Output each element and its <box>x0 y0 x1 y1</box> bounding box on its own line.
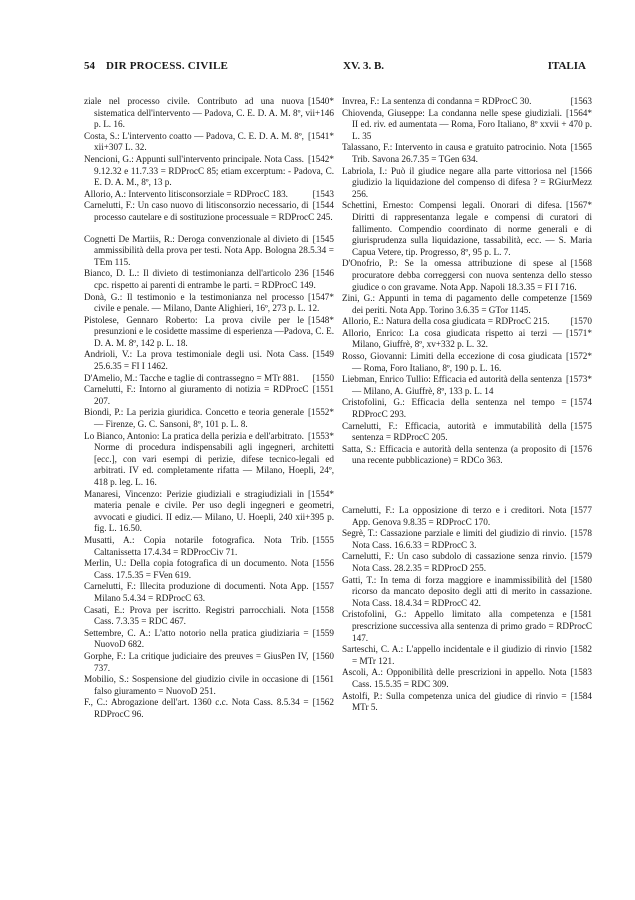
bibliography-entry <box>84 581 334 604</box>
entry-number: [1562 <box>312 697 334 708</box>
entry-text: Donà, G.: Il testimonio e la testimonianza nel processo civile e penale. — Milano, Dante Alighieri, 16º, 273 p. L. 12. <box>84 291 320 314</box>
entry-number: [1542* <box>307 153 334 164</box>
entry-number: [1544 <box>312 200 334 211</box>
entry-number: [1582 <box>570 644 592 655</box>
entry-text: Carnelutti, F.: Illecita produzione di documenti. Nota App. Milano 5.4.34 = RDProcC 63. <box>84 581 309 603</box>
entry-number: [1583 <box>570 667 592 678</box>
entry-number: [1552* <box>307 407 334 418</box>
entry-text: Astolfi, P.: Sulla competenza unica del giudice di rinvio = MTr 5. <box>342 690 567 713</box>
bibliography-entry <box>84 234 334 269</box>
entry-text: Zini, G.: Appunti in tema di pagamento delle competenze dei periti. Nota App. Torino 3.6.35 = GTor 1145. <box>342 293 567 315</box>
entry-number: [1545 <box>312 233 334 244</box>
entry-text: Carnelutti, F.: Un caso nuovo di litisconsorzio necessario, di processo cautelare e di sostituzione processuale = RDProcC 245. <box>84 200 333 222</box>
entry-number: [1550 <box>312 372 334 383</box>
entry-text: Satta, S.: Efficacia e autorità della sentenza (a proposito di una recente pubblicazione) = RDCo 363. <box>342 443 567 466</box>
entry-number: [1548* <box>307 314 334 325</box>
bibliography-entry <box>84 605 334 628</box>
bibliography-entry <box>342 397 592 420</box>
entry-number: [1565 <box>570 142 592 153</box>
bibliography-entry <box>84 268 334 291</box>
entry-text: Bianco, D. L.: Il divieto di testimonianza dell'articolo 236 cpc. rispetto ai parenti di entrambe le parti. = RDProcC 149. <box>84 268 316 290</box>
entry-text: Settembre, C. A.: L'atto notorio nella pratica giudiziaria = NuovoD 682. <box>84 627 309 650</box>
entry-text: Cristofolini, G.: Efficacia della sentenza nel tempo = RDProcC 293. <box>342 397 567 420</box>
bibliography-entry <box>84 292 334 315</box>
entry-number: [1557 <box>312 581 334 592</box>
entry-number: [1579 <box>570 551 592 562</box>
bibliography-entry <box>342 691 592 714</box>
bibliography-entry <box>84 489 334 535</box>
bibliography-entry <box>342 328 592 351</box>
entry-number: [1566 <box>570 165 592 176</box>
entry-text: Carnelutti, F.: Efficacia, autorità e immutabilità della sentenza = RDProcC 205. <box>342 420 567 443</box>
page-header <box>84 60 586 76</box>
entry-number: [1549 <box>312 349 334 360</box>
bibliography-entry <box>84 651 334 674</box>
entry-text: Carnelutti, F.: Intorno al giuramento di notizia = RDProcC 207. <box>84 384 309 406</box>
bibliography-entry <box>84 131 334 154</box>
bibliography-entry <box>84 349 334 372</box>
entry-number: [1570 <box>570 316 592 327</box>
entry-number: [1553* <box>307 430 334 441</box>
entry-text: Merlin, U.: Della copia fotografica di un documento. Nota Cass. 17.5.35 = FVen 619. <box>84 558 309 580</box>
bibliography-entry <box>342 258 592 293</box>
entry-text: Cristofolini, G.: Appello limitato alla competenza e prescrizione successiva alla sentenza di primo grado = RDProcC 147. <box>342 609 592 643</box>
entry-text: Musatti, A.: Copia notarile fotografica. Nota Trib. Caltanissetta 17.4.34 = RDProcCiv 71. <box>84 534 309 557</box>
bibliography-entry <box>342 142 592 165</box>
entry-text: Gorphe, F.: La critique judiciaire des preuves = GiusPen IV, 737. <box>84 650 309 673</box>
entry-number: [1559 <box>312 627 334 638</box>
entry-number: [1541* <box>307 130 334 141</box>
entry-text: Ascoli, A.: Opponibilità delle prescrizioni in appello. Nota Cass. 15.5.35 = RDC 309. <box>342 667 567 689</box>
bibliography-entry <box>84 154 334 189</box>
entry-text: Casati, E.: Prova per iscritto. Registri parrocchiali. Nota Cass. 7.3.35 = RDC 467. <box>84 604 309 627</box>
bibliography-entry <box>84 697 334 720</box>
bibliography-entry <box>342 293 592 316</box>
running-title: DIR PROCESS. CIVILE <box>106 60 229 72</box>
entry-text: Mobilio, S.: Sospensione del giudizio civile in occasione di falso giuramento = NuovoD 251. <box>84 674 309 696</box>
entry-number: [1572* <box>565 351 592 362</box>
bibliography-entry <box>84 674 334 697</box>
left-column <box>84 96 334 720</box>
entry-number: [1568 <box>570 258 592 269</box>
entry-text: Schettini, Ernesto: Compensi legali. Onorari di difesa. Diritti di rappresentanza legale e compensi di curatori di fallimento. Compendio coordinato di norme generali e di giurisprudenza sulla liquidazione, tassabilità, ecc. — S. Maria Capua Vetere, tip. Progresso, 8º, 95 p. L. 7. <box>342 200 592 257</box>
entry-number: [1555 <box>312 534 334 545</box>
entry-number: [1578 <box>570 528 592 539</box>
entry-text: D'Amelio, M.: Tacche e taglie di contrassegno = MTr 881. <box>84 372 299 383</box>
entry-text: Pistolese, Gennaro Roberto: La prova civile per le presunzioni e le cosidette massime di esperienza —Padova, C. E. D. A. M. 8º, 142 p. L. 18. <box>84 314 334 348</box>
entry-text: Talassano, F.: Intervento in causa e gratuito patrocinio. Nota Trib. Savona 26.7.35 = TGen 634. <box>342 142 567 164</box>
entry-number: [1560 <box>312 650 334 661</box>
bibliography-entry <box>342 96 592 108</box>
entry-text: Rosso, Giovanni: Limiti della eccezione di cosa giudicata — Roma, Foro Italiano, 8º, 190 p. L. 16. <box>342 351 562 373</box>
entry-text: D'Onofrio, P.: Se la omessa attribuzione di spese al procuratore debba correggersi con nuova sentenza dello stesso giudice o con gravame. Nota App. Napoli 18.3.35 = FI I 716. <box>342 258 592 292</box>
bibliography-entry <box>342 644 592 667</box>
entry-number: [1575 <box>570 420 592 431</box>
bibliography-entry <box>84 384 334 407</box>
entry-text: Andrioli, V.: La prova testimoniale degli usi. Nota Cass. 25.6.35 = FI I 1462. <box>84 349 309 372</box>
classification-code: XV. 3. B. <box>343 60 385 72</box>
bibliography-entry <box>342 667 592 690</box>
bibliography-entry <box>342 444 592 467</box>
entry-number: [1574 <box>570 397 592 408</box>
entry-number: [1546 <box>312 268 334 279</box>
entry-text: Sarteschi, C. A.: L'appello incidentale e il giudizio di rinvio = MTr 121. <box>342 644 567 666</box>
entry-text: F., C.: Abrogazione dell'art. 1360 c.c. Nota Cass. 8.5.34 = RDProcC 96. <box>84 697 309 719</box>
bibliography-entry <box>342 351 592 374</box>
bibliography-entry <box>342 316 592 328</box>
bibliography-entry <box>84 200 334 223</box>
bibliography-entry <box>342 505 592 528</box>
bibliography-entry <box>342 609 592 644</box>
entry-text: Carnelutti, F.: Un caso subdolo di cassazione senza rinvio. Nota Cass. 28.2.35 = RDProcD 255. <box>342 551 567 573</box>
entry-number: [1569 <box>570 293 592 304</box>
entry-number: [1561 <box>312 674 334 685</box>
bibliography-entry <box>342 166 592 201</box>
entry-text: ziale nel processo civile. Contributo ad una nuova sistematica dell'intervento — Padova, C. E. D. A. M. 8º, vii+146 p. L. 16. <box>84 96 334 130</box>
entry-text: Nencioni, G.: Appunti sull'intervento principale. Nota Cass. 9.12.32 e 11.7.33 = RDProcC 85; etiam excerptum: - Padova, C. E. D. A. M., 8º, 13 p. <box>84 153 334 188</box>
bibliography-entry <box>342 551 592 574</box>
bibliography-entry <box>342 108 592 143</box>
country-heading: ITALIA <box>547 60 586 72</box>
right-column <box>342 96 592 714</box>
bibliography-entry <box>342 421 592 444</box>
bibliography-entry <box>84 431 334 489</box>
entry-number: [1581 <box>570 609 592 620</box>
entry-text: Allorio, Enrico: La cosa giudicata rispetto ai terzi — Milano, Giuffrè, 8º, xv+332 p. L. 32. <box>342 327 562 350</box>
entry-number: [1558 <box>312 604 334 615</box>
entry-number: [1573* <box>565 374 592 385</box>
entry-text: Carnelutti, F.: La opposizione di terzo e i creditori. Nota App. Genova 9.8.35 = RDProcC 170. <box>342 505 567 527</box>
entry-text: Cognetti De Martiis, R.: Deroga convenzionale al divieto di ammissibilità della prova per testi. Nota App. Bologna 28.5.34 = TEm 115. <box>84 233 334 267</box>
entry-number: [1577 <box>570 505 592 515</box>
entry-number: [1564* <box>565 107 592 118</box>
entry-text: Segrè, T.: Cassazione parziale e limiti del giudizio di rinvio. Nota Cass. 16.6.33 = RDProcC 3. <box>342 528 567 550</box>
entry-number: [1543 <box>312 188 334 199</box>
entry-number: [1551 <box>312 384 334 395</box>
entry-number: [1554* <box>307 488 334 499</box>
entry-text: Manaresi, Vincenzo: Perizie giudiziali e stragiudiziali in materia penale e civile. Per uso degli ingegneri e geometri, avvocati e giudici. II ediz.— Milano, U. Hoepli, 240 xii+395 p. fig. L. 16.50. <box>84 488 334 534</box>
bibliography-entry <box>84 373 334 385</box>
bibliography-entry <box>84 189 334 201</box>
entry-number: [1563 <box>570 96 592 106</box>
entry-number: [1571* <box>565 327 592 338</box>
bibliography-entry <box>84 96 334 131</box>
entry-number: [1547* <box>307 291 334 302</box>
entry-number: [1576 <box>570 443 592 454</box>
bibliography-entry <box>342 528 592 551</box>
entry-number: [1556 <box>312 558 334 569</box>
entry-text: Labriola, I.: Può il giudice negare alla parte vittoriosa nel giudizio la liquidazione del compenso di difesa ? = RGiurMezz 256. <box>342 165 592 199</box>
entry-text: Allorio, A.: Intervento litisconsorziale = RDProcC 183. <box>84 188 288 199</box>
entry-text: Costa, S.: L'intervento coatto — Padova, C. E. D. A. M. 8º, xii+307 L. 32. <box>84 130 304 153</box>
bibliography-entry <box>342 374 592 397</box>
entry-text: Invrea, F.: La sentenza di condanna = RDProcC 30. <box>342 96 532 106</box>
bibliography-entry <box>342 200 592 258</box>
entry-text: Lo Bianco, Antonio: La pratica della perizia e dell'arbitrato. Norme di procedura indispensabili agli ingegneri, architetti [ecc.], con vari esempi di perizie, difese tecnico-legali ed arbitrati. IV ed. completamente rifatta — Milano, Hoepli, 24º, 418 p. leg. L. 16. <box>84 430 334 487</box>
entry-number: [1580 <box>570 574 592 585</box>
entry-number: [1567* <box>565 200 592 211</box>
bibliography-entry <box>84 558 334 581</box>
entry-number: [1540* <box>307 96 334 106</box>
entry-text: Allorio, E.: Natura della cosa giudicata = RDProcC 215. <box>342 316 550 327</box>
entry-text: Gatti, T.: In tema di forza maggiore e inammissibilità del ricorso da mancato deposito degli atti di merito in cassazione. Nota Cass. 18.4.34 = RDProcC 42. <box>342 574 592 608</box>
bibliography-entry <box>342 575 592 610</box>
entry-text: Chiovenda, Giuseppe: La condanna nelle spese giudiziali. II ed. riv. ed aumentata — Roma, Foro Italiano, 8º xxvii + 470 p. L. 35 <box>342 107 592 141</box>
entry-number: [1584 <box>570 690 592 701</box>
page-number: 54 <box>84 60 95 72</box>
bibliography-entry <box>84 628 334 651</box>
entry-text: Liebman, Enrico Tullio: Efficacia ed autorità della sentenza — Milano, A. Giuffrè, 8º, 133 p. L. 14 <box>342 374 562 396</box>
bibliography-entry <box>84 407 334 430</box>
entry-text: Biondi, P.: La perizia giuridica. Concetto e teoria generale — Firenze, G. C. Sansoni, 8º, 101 p. L. 8. <box>84 407 304 430</box>
bibliography-entry <box>84 315 334 350</box>
bibliography-entry <box>84 535 334 558</box>
